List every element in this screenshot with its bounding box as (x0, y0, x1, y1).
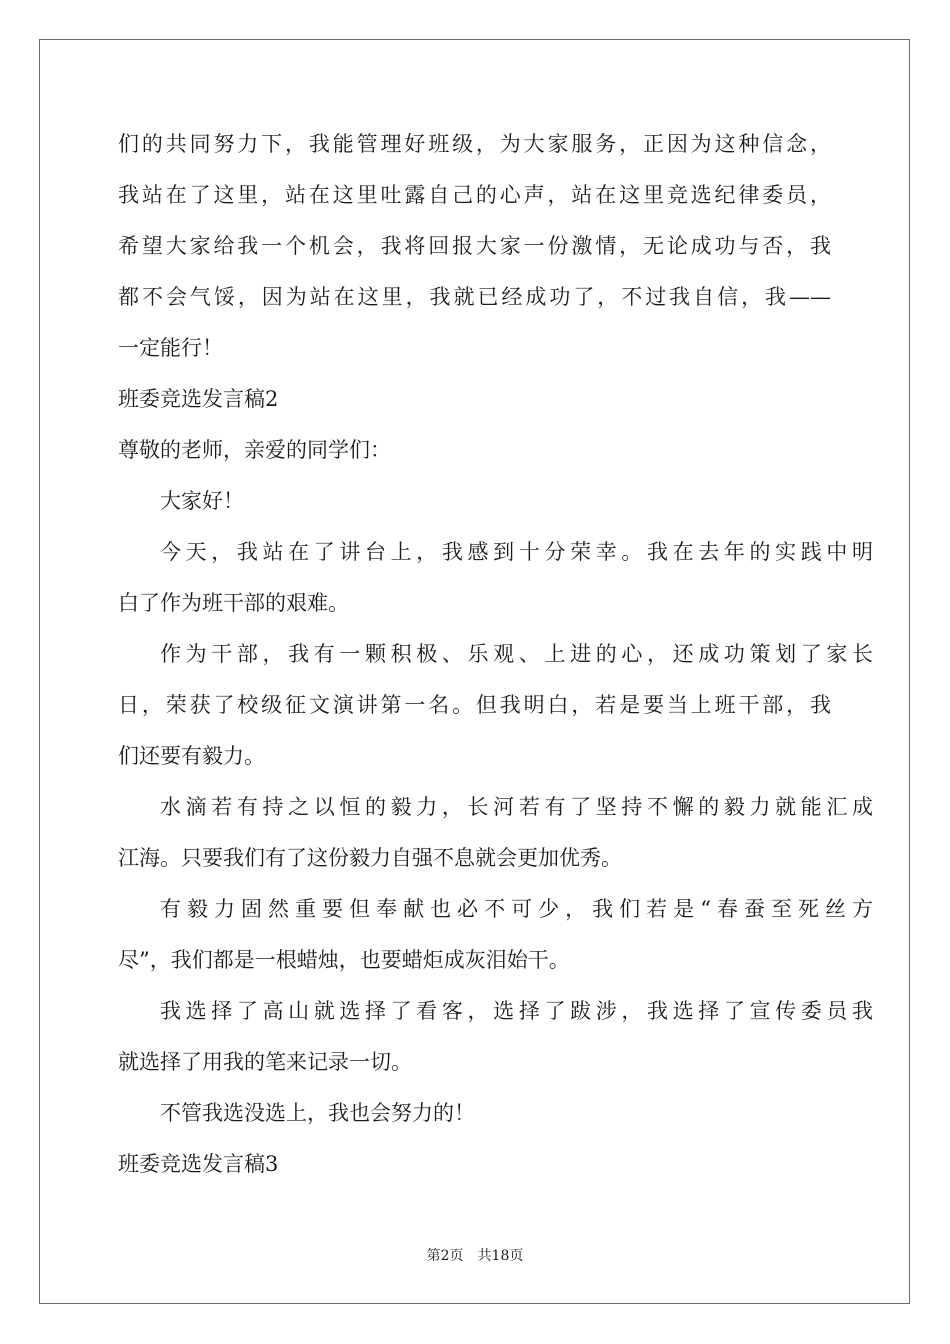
section-heading: 班委竞选发言稿2 (118, 387, 279, 411)
text-line: 日，荣获了校级征文演讲第一名。但我明白，若是要当上班干部，我 (118, 693, 831, 717)
text-line: 有毅力固然重要但奉献也必不可少，我们若是“春蚕至死丝方 (160, 897, 873, 921)
salutation: 尊敬的老师，亲爱的同学们： (118, 438, 391, 462)
section-heading: 班委竞选发言稿3 (118, 1152, 279, 1176)
text-line: 水滴若有持之以恒的毅力，长河若有了坚持不懈的毅力就能汇成 (160, 795, 873, 819)
text-line: 作为干部，我有一颗积极、乐观、上进的心，还成功策划了家长 (160, 642, 873, 666)
text-line: 我站在了这里，站在这里吐露自己的心声，站在这里竞选纪律委员， (118, 183, 831, 207)
text-line: 今天，我站在了讲台上，我感到十分荣幸。我在去年的实践中明 (160, 540, 873, 564)
text-line: 我选择了高山就选择了看客，选择了跋涉，我选择了宣传委员我 (160, 999, 873, 1023)
text-line: 希望大家给我一个机会，我将回报大家一份激情，无论成功与否，我 (118, 234, 831, 258)
text-line: 一定能行！ (118, 336, 223, 360)
text-line: 白了作为班干部的艰难。 (118, 591, 349, 615)
text-line: 就选择了用我的笔来记录一切。 (118, 1050, 412, 1074)
greeting: 大家好！ (160, 489, 244, 513)
text-line: 们的共同努力下，我能管理好班级，为大家服务，正因为这种信念， (118, 132, 831, 156)
text-line: 们还要有毅力。 (118, 744, 265, 768)
text-line: 江海。只要我们有了这份毅力自强不息就会更加优秀。 (118, 846, 622, 870)
text-line: 尽”，我们都是一根蜡烛，也要蜡炬成灰泪始干。 (118, 948, 570, 972)
document-body (118, 124, 873, 1195)
text-line: 不管我选没选上，我也会努力的！ (160, 1101, 475, 1125)
page-number: 第2页 共18页 (426, 1248, 524, 1264)
text-line: 都不会气馁，因为站在这里，我就已经成功了，不过我自信，我—— (118, 285, 831, 309)
